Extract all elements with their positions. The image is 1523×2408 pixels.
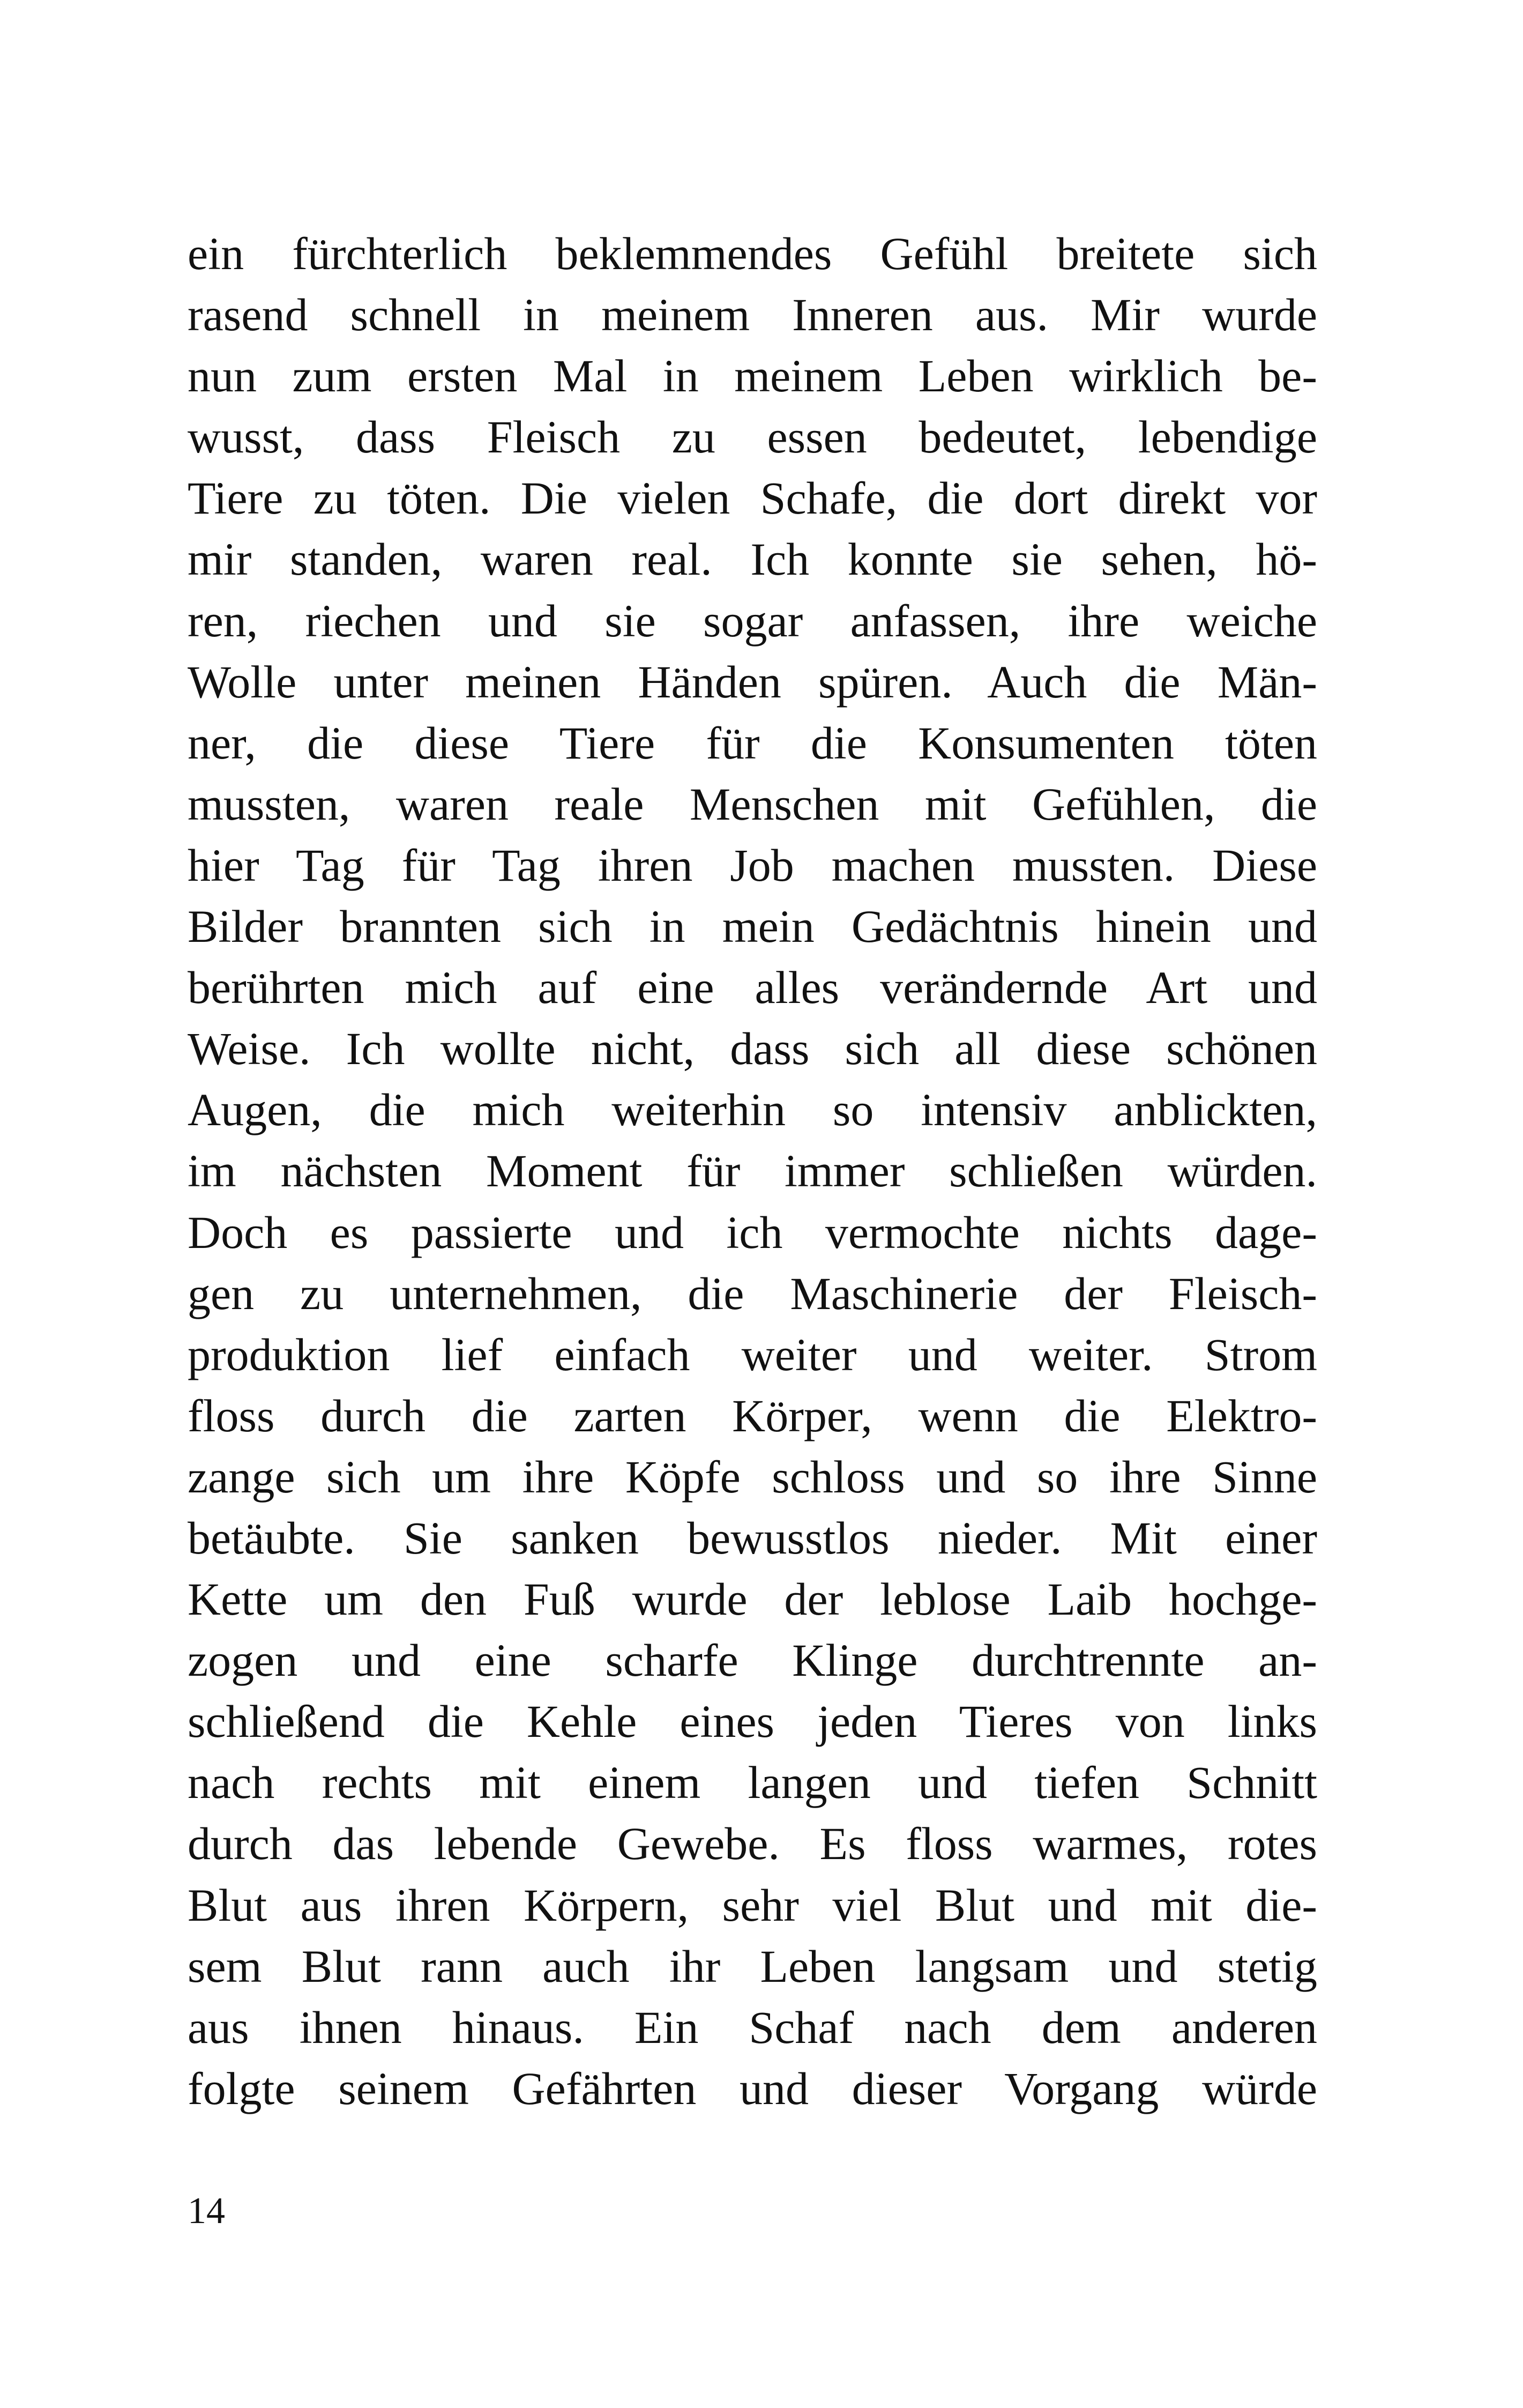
text-line: ren, riechen und sie sogar anfassen, ihre weiche [188,594,1317,646]
page-number: 14 [188,2190,225,2232]
text-line: ner, die diese Tiere für die Konsumenten töten [188,717,1317,769]
text-line: durch das lebende Gewebe. Es floss warmes, rotes [188,1818,1317,1870]
text-line: folgte seinem Gefährten und dieser Vorgang würde [188,2062,1317,2114]
text-line: berührten mich auf eine alles verändernde Art und [188,962,1317,1014]
text-line: Wolle unter meinen Händen spüren. Auch die Män- [188,656,1317,708]
text-line: Doch es passierte und ich vermochte nichts dage- [188,1206,1317,1258]
text-line: mir standen, waren real. Ich konnte sie sehen, hö- [188,533,1317,585]
text-line: produktion lief einfach weiter und weiter. Strom [188,1328,1317,1380]
text-line: Blut aus ihren Körpern, sehr viel Blut und mit die- [188,1879,1317,1931]
text-line: im nächsten Moment für immer schließen würden. [188,1145,1317,1197]
text-line: betäubte. Sie sanken bewusstlos nieder. Mit einer [188,1512,1317,1564]
text-line: gen zu unternehmen, die Maschinerie der Fleisch- [188,1267,1317,1319]
text-line: nach rechts mit einem langen und tiefen Schnitt [188,1757,1317,1809]
text-line: schließend die Kehle eines jeden Tieres von links [188,1696,1317,1748]
text-line: Bilder brannten sich in mein Gedächtnis hinein und [188,901,1317,953]
text-line: ein fürchterlich beklemmendes Gefühl breitete sich [188,228,1317,279]
text-line: floss durch die zarten Körper, wenn die Elektro- [188,1389,1317,1441]
text-line: rasend schnell in meinem Inneren aus. Mir wurde [188,289,1317,341]
text-line: zogen und eine scharfe Klinge durchtrennte an- [188,1634,1317,1686]
text-line: wusst, dass Fleisch zu essen bedeutet, lebendige [188,411,1317,463]
text-line: Augen, die mich weiterhin so intensiv anblickten, [188,1084,1317,1136]
text-line: hier Tag für Tag ihren Job machen mussten. Diese [188,839,1317,891]
text-line: Tiere zu töten. Die vielen Schafe, die dort direkt vor [188,472,1317,524]
body-text [188,223,1317,2119]
text-line: aus ihnen hinaus. Ein Schaf nach dem anderen [188,2001,1317,2053]
text-line: mussten, waren reale Menschen mit Gefühlen, die [188,778,1317,830]
text-line: Kette um den Fuß wurde der leblose Laib hochge- [188,1573,1317,1625]
text-line: nun zum ersten Mal in meinem Leben wirklich be- [188,350,1317,402]
text-line: sem Blut rann auch ihr Leben langsam und stetig [188,1940,1317,1992]
text-line: Weise. Ich wollte nicht, dass sich all diese schönen [188,1023,1317,1075]
text-line: zange sich um ihre Köpfe schloss und so ihre Sinne [188,1451,1317,1503]
